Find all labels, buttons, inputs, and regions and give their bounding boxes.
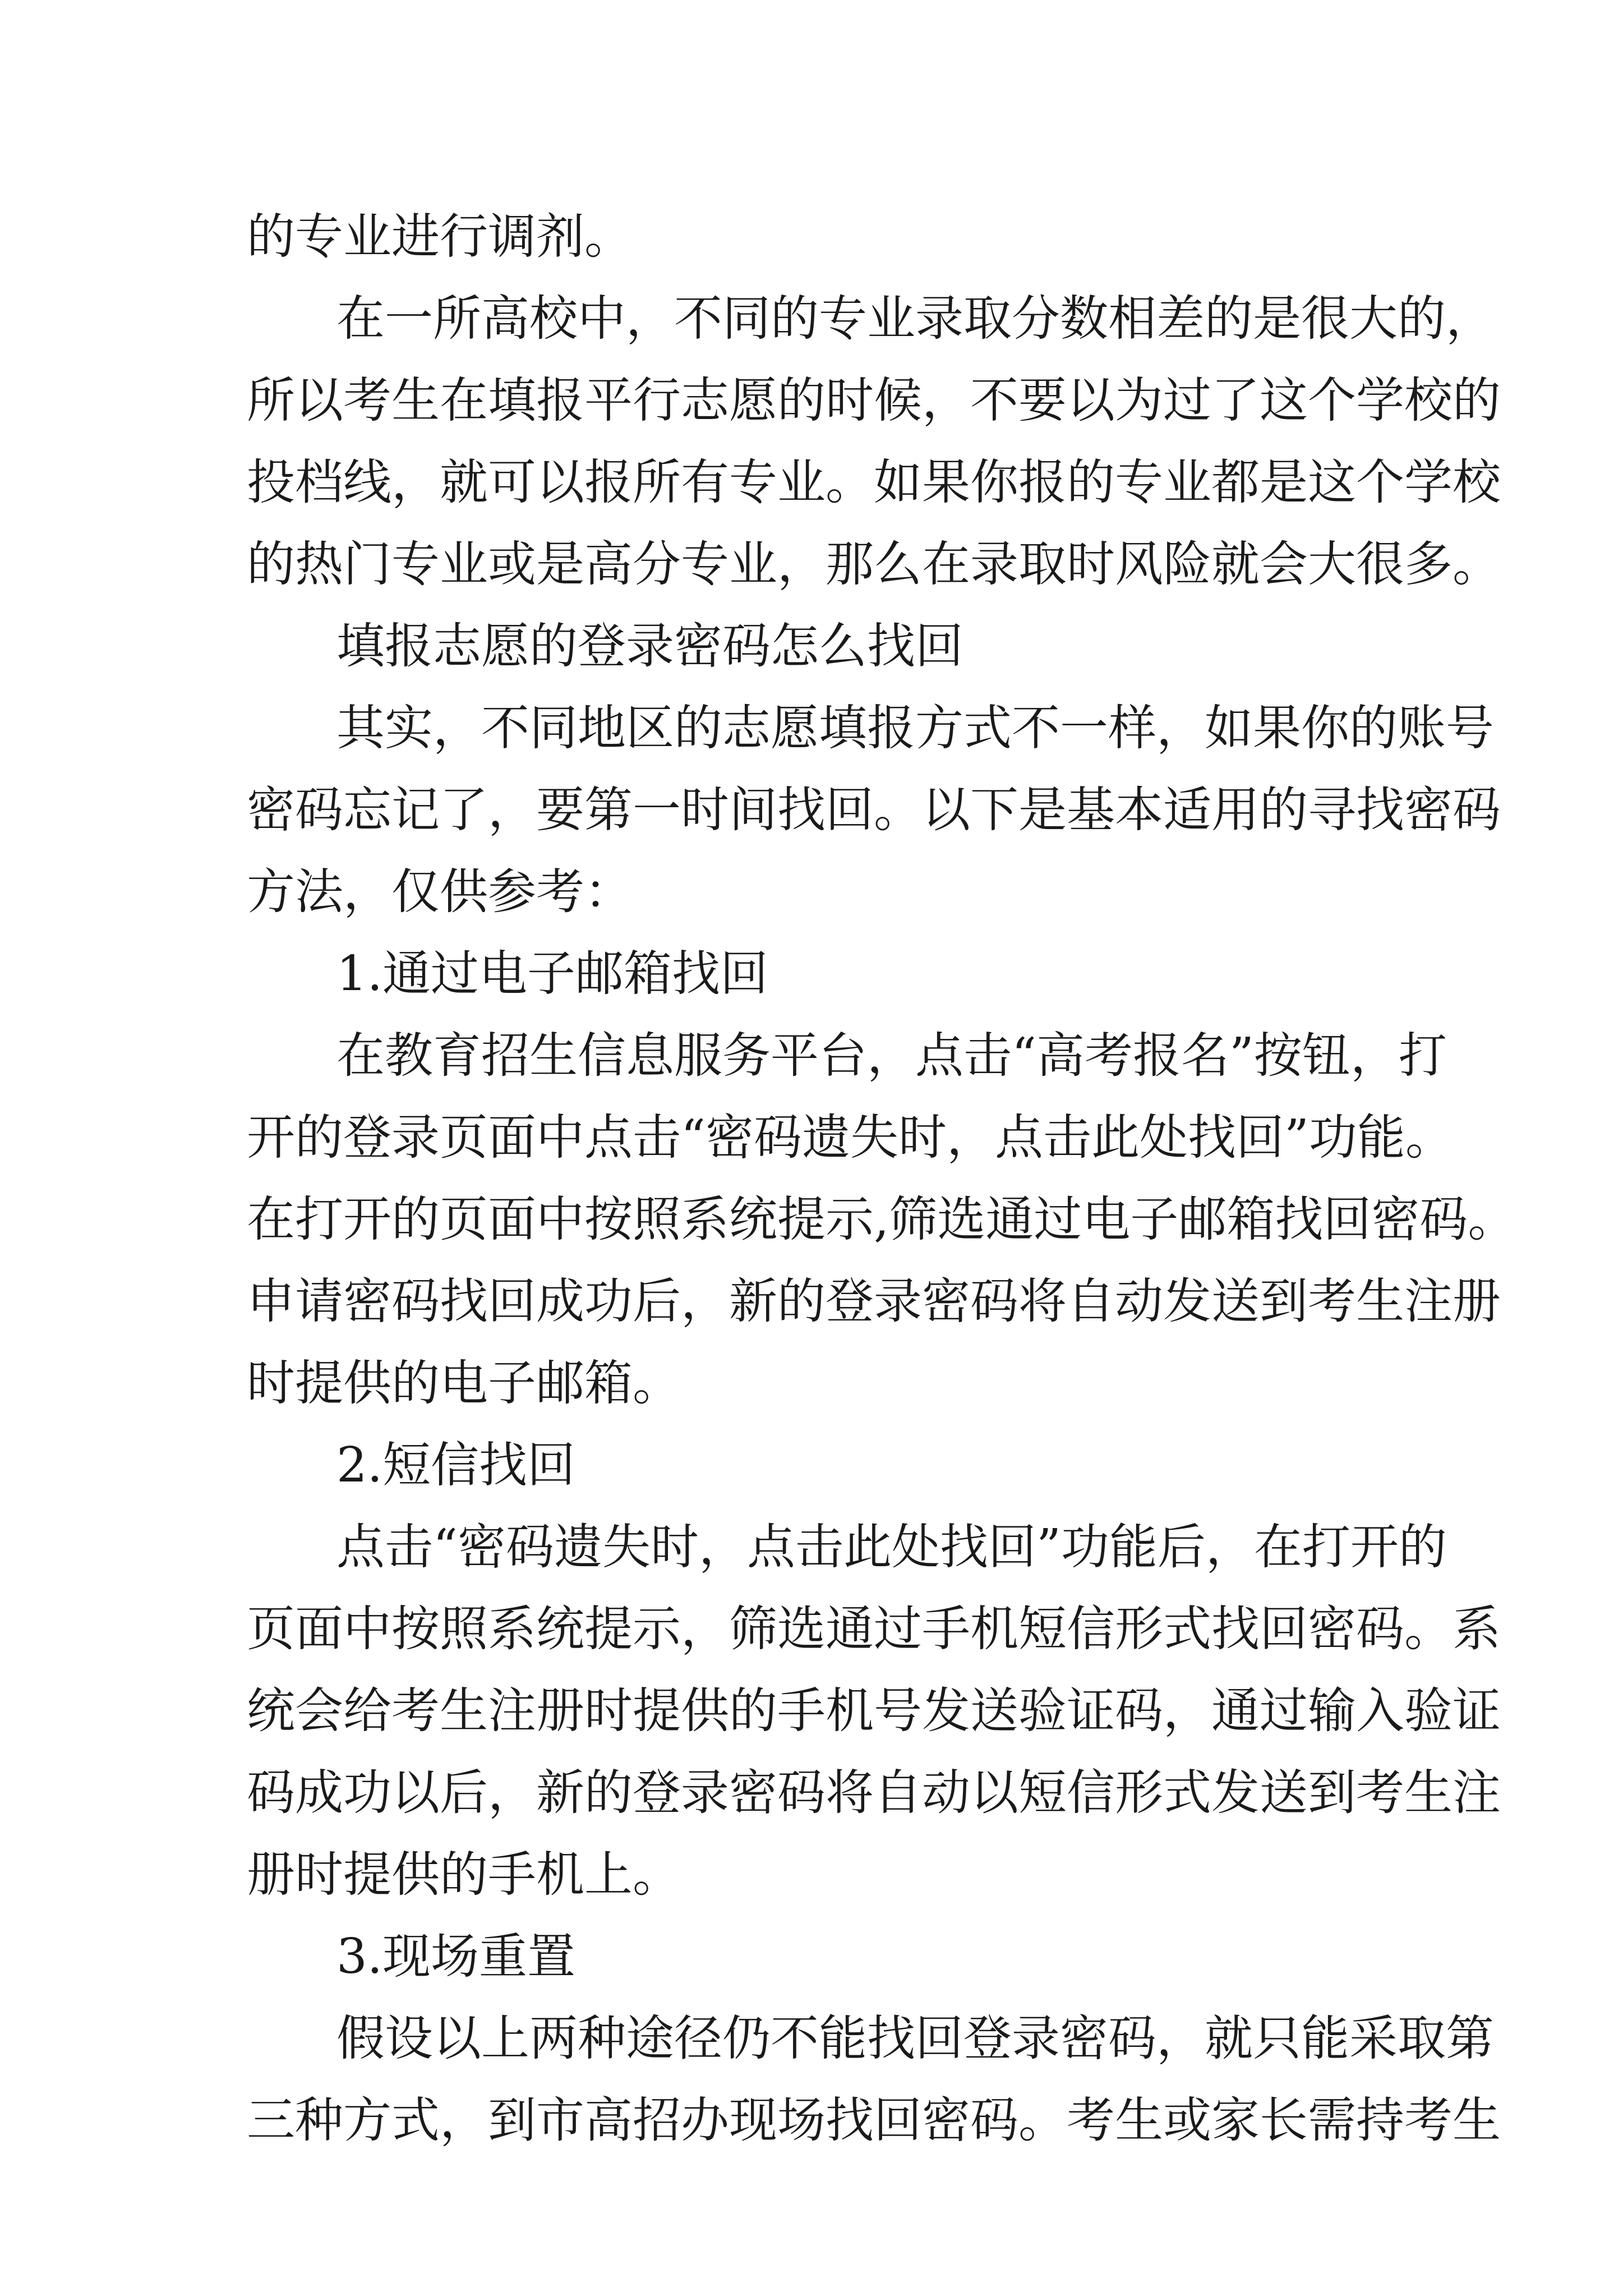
list-item-heading: 1.通过电子邮箱找回: [336, 946, 769, 1002]
paragraph-line: 密码忘记了，要第一时间找回。以下是基本适用的寻找密码: [247, 782, 1501, 838]
paragraph-line: 的专业进行调剂。: [247, 209, 633, 265]
paragraph-line: 时提供的电子邮箱。: [247, 1355, 681, 1411]
section-heading: 填报志愿的登录密码怎么找回: [336, 618, 963, 674]
paragraph-line: 投档线，就可以报所有专业。如果你报的专业都是这个学校: [247, 454, 1501, 510]
paragraph-line: 其实，不同地区的志愿填报方式不一样，如果你的账号: [336, 700, 1494, 756]
paragraph-line: 方法，仅供参考：: [247, 864, 633, 920]
paragraph-line: 页面中按照系统提示，筛选通过手机短信形式找回密码。系: [247, 1601, 1501, 1657]
paragraph-line: 的热门专业或是高分专业，那么在录取时风险就会大很多。: [247, 536, 1501, 592]
paragraph-line: 申请密码找回成功后，新的登录密码将自动发送到考生注册: [247, 1273, 1501, 1329]
paragraph-line: 在教育招生信息服务平台，点击“高考报名”按钮，打: [336, 1028, 1447, 1084]
paragraph-line: 假设以上两种途径仍不能找回登录密码，就只能采取第: [336, 2010, 1494, 2067]
list-item-heading: 3.现场重置: [336, 1929, 576, 1985]
paragraph-line: 统会给考生注册时提供的手机号发送验证码，通过输入验证: [247, 1683, 1501, 1739]
paragraph-line: 在打开的页面中按照系统提示,筛选通过电子邮箱找回密码。: [247, 1191, 1516, 1248]
paragraph-line: 开的登录页面中点击“密码遗失时，点击此处找回”功能。: [247, 1110, 1454, 1166]
paragraph-line: 三种方式，到市高招办现场找回密码。考生或家长需持考生: [247, 2092, 1501, 2148]
paragraph-line: 点击“密码遗失时，点击此处找回”功能后，在打开的: [336, 1519, 1447, 1575]
paragraph-line: 册时提供的手机上。: [247, 1847, 681, 1903]
paragraph-line: 码成功以后，新的登录密码将自动以短信形式发送到考生注: [247, 1765, 1501, 1821]
paragraph-line: 所以考生在填报平行志愿的时候，不要以为过了这个学校的: [247, 372, 1501, 429]
list-item-heading: 2.短信找回: [336, 1437, 576, 1493]
paragraph-line: 在一所高校中，不同的专业录取分数相差的是很大的，: [336, 291, 1494, 347]
